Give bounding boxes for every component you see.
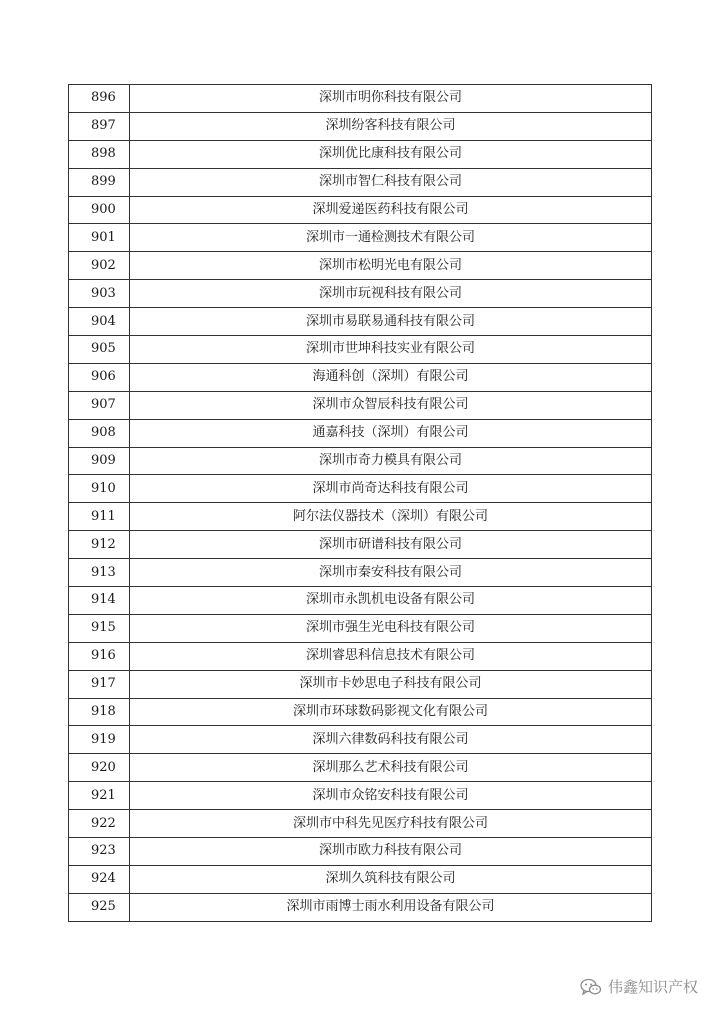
row-number: 904: [69, 308, 130, 336]
company-table: [68, 84, 652, 922]
row-number: 909: [69, 447, 130, 475]
row-number: 913: [69, 559, 130, 587]
table-row: [69, 754, 652, 782]
company-name: 深圳市环球数码影视文化有限公司: [130, 698, 652, 726]
company-name: 深圳市欧力科技有限公司: [130, 838, 652, 866]
table-row: [69, 419, 652, 447]
table-row: [69, 280, 652, 308]
row-number: 919: [69, 726, 130, 754]
table-row: [69, 475, 652, 503]
row-number: 915: [69, 614, 130, 642]
company-name: 深圳纷客科技有限公司: [130, 112, 652, 140]
row-number: 908: [69, 419, 130, 447]
row-number: 907: [69, 391, 130, 419]
table-row: [69, 391, 652, 419]
row-number: 922: [69, 810, 130, 838]
row-number: 923: [69, 838, 130, 866]
table-row: [69, 363, 652, 391]
row-number: 897: [69, 112, 130, 140]
company-name: 海通科创（深圳）有限公司: [130, 363, 652, 391]
table-row: [69, 614, 652, 642]
company-name: 深圳市尚奇达科技有限公司: [130, 475, 652, 503]
row-number: 912: [69, 531, 130, 559]
company-name: 深圳市强生光电科技有限公司: [130, 614, 652, 642]
table-row: [69, 838, 652, 866]
row-number: 911: [69, 503, 130, 531]
company-name: 深圳六律数码科技有限公司: [130, 726, 652, 754]
table-row: [69, 196, 652, 224]
table-row: [69, 670, 652, 698]
row-number: 906: [69, 363, 130, 391]
company-name: 深圳市永凯机电设备有限公司: [130, 587, 652, 615]
table-row: [69, 642, 652, 670]
table-row: [69, 559, 652, 587]
company-name: 深圳市研谱科技有限公司: [130, 531, 652, 559]
company-name: 深圳爱递医药科技有限公司: [130, 196, 652, 224]
table-row: [69, 85, 652, 113]
company-name: 深圳市雨博士雨水利用设备有限公司: [130, 893, 652, 921]
company-name: 通嘉科技（深圳）有限公司: [130, 419, 652, 447]
wechat-icon: [580, 978, 602, 996]
row-number: 921: [69, 782, 130, 810]
table-row: [69, 726, 652, 754]
table-row: [69, 782, 652, 810]
company-name: 深圳市众智辰科技有限公司: [130, 391, 652, 419]
row-number: 924: [69, 865, 130, 893]
company-name: 阿尔法仪器技术（深圳）有限公司: [130, 503, 652, 531]
company-name: 深圳市卡妙思电子科技有限公司: [130, 670, 652, 698]
table-row: [69, 168, 652, 196]
row-number: 898: [69, 140, 130, 168]
company-name: 深圳久筑科技有限公司: [130, 865, 652, 893]
table-row: [69, 447, 652, 475]
company-name: 深圳优比康科技有限公司: [130, 140, 652, 168]
table-row: [69, 224, 652, 252]
table-row: [69, 698, 652, 726]
table-row: [69, 865, 652, 893]
company-name: 深圳市易联易通科技有限公司: [130, 308, 652, 336]
row-number: 918: [69, 698, 130, 726]
row-number: 899: [69, 168, 130, 196]
table-row: [69, 587, 652, 615]
row-number: 914: [69, 587, 130, 615]
row-number: 916: [69, 642, 130, 670]
company-name: 深圳市明你科技有限公司: [130, 85, 652, 113]
company-name: 深圳市奇力模具有限公司: [130, 447, 652, 475]
company-name: 深圳市智仁科技有限公司: [130, 168, 652, 196]
row-number: 900: [69, 196, 130, 224]
table-row: [69, 308, 652, 336]
table-row: [69, 503, 652, 531]
company-name: 深圳那么艺术科技有限公司: [130, 754, 652, 782]
company-name: 深圳市世坤科技实业有限公司: [130, 336, 652, 364]
company-name: 深圳市一通检测技术有限公司: [130, 224, 652, 252]
row-number: 905: [69, 336, 130, 364]
table-row: [69, 336, 652, 364]
table-row: [69, 810, 652, 838]
table-row: [69, 112, 652, 140]
row-number: 901: [69, 224, 130, 252]
row-number: 896: [69, 85, 130, 113]
company-name: 深圳睿思科信息技术有限公司: [130, 642, 652, 670]
table-row: [69, 140, 652, 168]
row-number: 920: [69, 754, 130, 782]
company-name: 深圳市玩视科技有限公司: [130, 280, 652, 308]
row-number: 902: [69, 252, 130, 280]
company-name: 深圳市秦安科技有限公司: [130, 559, 652, 587]
table-row: [69, 531, 652, 559]
row-number: 903: [69, 280, 130, 308]
watermark: [580, 976, 698, 997]
table-row: [69, 893, 652, 921]
row-number: 910: [69, 475, 130, 503]
table-row: [69, 252, 652, 280]
row-number: 925: [69, 893, 130, 921]
company-name: 深圳市中科先见医疗科技有限公司: [130, 810, 652, 838]
row-number: 917: [69, 670, 130, 698]
watermark-text: 伟鑫知识产权: [607, 978, 698, 996]
company-name: 深圳市众铭安科技有限公司: [130, 782, 652, 810]
company-name: 深圳市松明光电有限公司: [130, 252, 652, 280]
